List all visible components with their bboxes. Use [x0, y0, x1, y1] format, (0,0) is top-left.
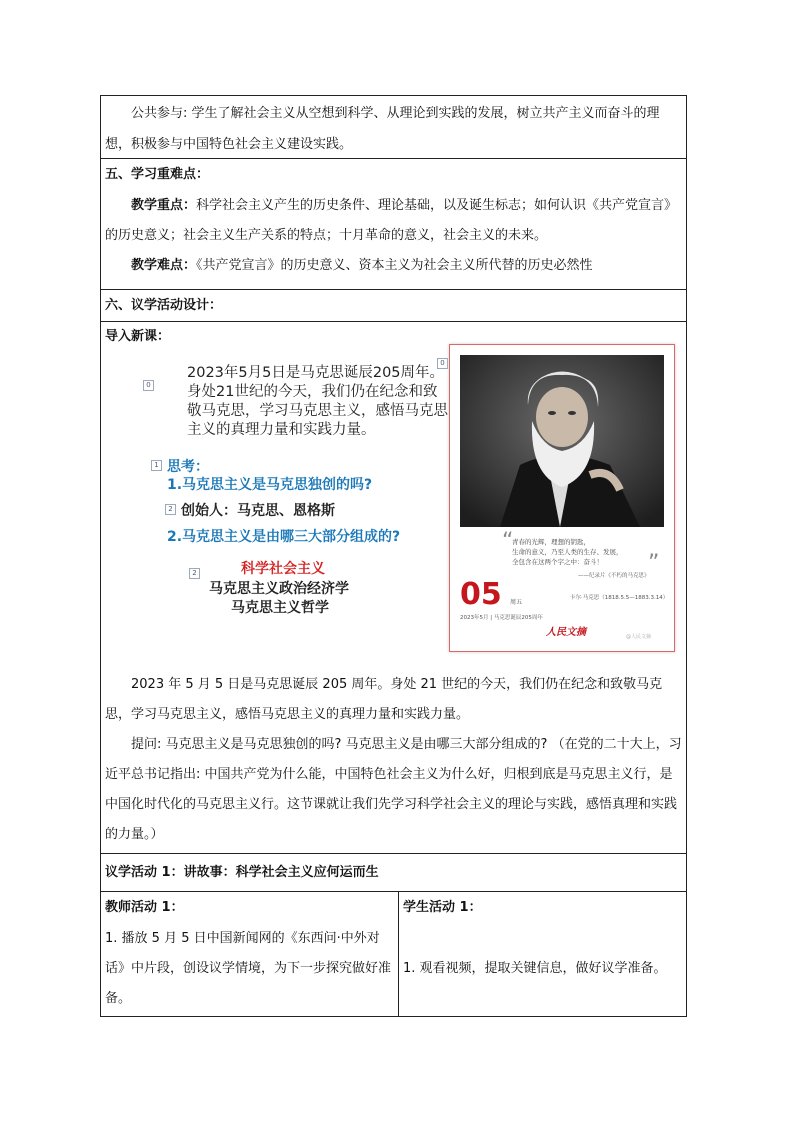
poster-watermark: @人民文摘 — [626, 634, 652, 640]
row-introduction — [100, 322, 687, 854]
quote-open-icon: “ — [502, 529, 514, 554]
teaching-focus: 教学重点：科学社会主义产生的历史条件、理论基础，以及诞生标志；如何认识《共产党宣言》的历史意义；社会主义生产关系的特点；十月革命的意义，社会主义的未来。 — [105, 198, 678, 243]
introduction-paragraph-1: 2023 年 5 月 5 日是马克思诞辰 205 周年。身处 21 世纪的今天，我们仍在纪念和致敬马克思，学习马克思主义，感悟马克思主义的真理力量和实践力量。 — [105, 677, 663, 722]
student-activity-cell — [399, 892, 686, 1016]
student-activity-heading: 学生活动 1： — [403, 900, 482, 915]
slide-tag: 0 — [437, 358, 448, 369]
slide-part-2: 马克思主义政治经济学 — [209, 581, 349, 597]
public-participation-text: 公共参与: 学生了解社会主义从空想到科学、从理论到实践的发展，树立共产主义而奋斗的理想，积极参与中国特色社会主义建设实践。 — [105, 106, 660, 152]
slide-answer-1: 创始人：马克思、恩格斯 — [181, 503, 335, 519]
marx-poster — [449, 344, 675, 652]
quote-close-icon: ” — [648, 551, 660, 576]
poster-logo: 人民文摘 — [546, 627, 586, 638]
marx-portrait-image — [460, 355, 664, 527]
row-public-participation — [100, 95, 687, 159]
slide-part-3: 马克思主义哲学 — [231, 600, 329, 616]
teacher-activity-cell — [101, 892, 398, 1016]
activity-1-heading: 议学活动 1：讲故事：科学社会主义应何运而生 — [105, 865, 379, 880]
teacher-activity-heading: 教师活动 1： — [105, 900, 184, 915]
poster-source: ——纪录片《不朽的马克思》 — [578, 573, 650, 579]
slide-tag: 2 — [165, 504, 176, 515]
slide-question-2: 2.马克思主义是由哪三大部分组成的? — [167, 529, 401, 545]
key-points-heading: 五、学习重难点： — [105, 167, 210, 182]
slide-tag: 0 — [143, 380, 154, 391]
teaching-difficulty: 教学难点：《共产党宣言》的历史意义、资本主义为社会主义所代替的历史必然性 — [131, 258, 593, 273]
activity-design-heading: 六、议学活动设计： — [105, 298, 223, 313]
slide-tag: 2 — [189, 568, 200, 579]
slide-part-1: 科学社会主义 — [241, 561, 325, 577]
slide-question-1: 1.马克思主义是马克思独创的吗? — [167, 477, 373, 493]
teacher-activity-text: 1. 播放 5 月 5 日中国新闻网的《东西问·中外对话》中片段，创设议学情境，为下一步探究做好准备。 — [105, 931, 392, 1006]
introduction-text — [101, 670, 688, 850]
poster-lifespan: 卡尔·马克思（1818.5.5—1883.3.14） — [570, 595, 669, 601]
row-activity-design — [100, 290, 687, 322]
slide-tag: 1 — [151, 460, 162, 471]
poster-weekday: 周五 — [510, 599, 523, 606]
poster-footer: 2023年5月 | 马克思诞辰205周年 — [460, 615, 543, 621]
slide-think-label: 思考： — [167, 459, 209, 475]
poster-quote: 青春的光辉，理想的钥匙， 生命的意义，乃至人类的生存、发展， 全包含在这两个字之中：奋斗！ — [512, 538, 623, 566]
row-activity-1 — [100, 854, 687, 892]
row-key-points — [100, 159, 687, 290]
introduction-heading: 导入新课： — [105, 329, 171, 344]
row-activity-1-detail — [100, 892, 687, 1017]
introduction-paragraph-2: 提问: 马克思主义是马克思独创的吗? 马克思主义是由哪三大部分组成的? （在党的二十大上，习近平总书记指出: 中国共产党为什么能，中国特色社会主义为什么好，归根到底是马克思主义行，是中国化时代化的马克思主义行。这节课就让我们先学习科学社会主义的理论与实践，感悟真理和实践的力量。） — [105, 737, 682, 842]
slide-intro-text: 2023年5月5日是马克思诞辰205周年。身处21世纪的今天，我们仍在纪念和致敬马克思，学习马克思主义，感悟马克思主义的真理力量和实践力量。 — [187, 365, 448, 438]
student-activity-text: 1. 观看视频，提取关键信息，做好议学准备。 — [403, 961, 667, 976]
intro-slide — [137, 350, 673, 660]
poster-date-number: 05 — [460, 577, 502, 612]
